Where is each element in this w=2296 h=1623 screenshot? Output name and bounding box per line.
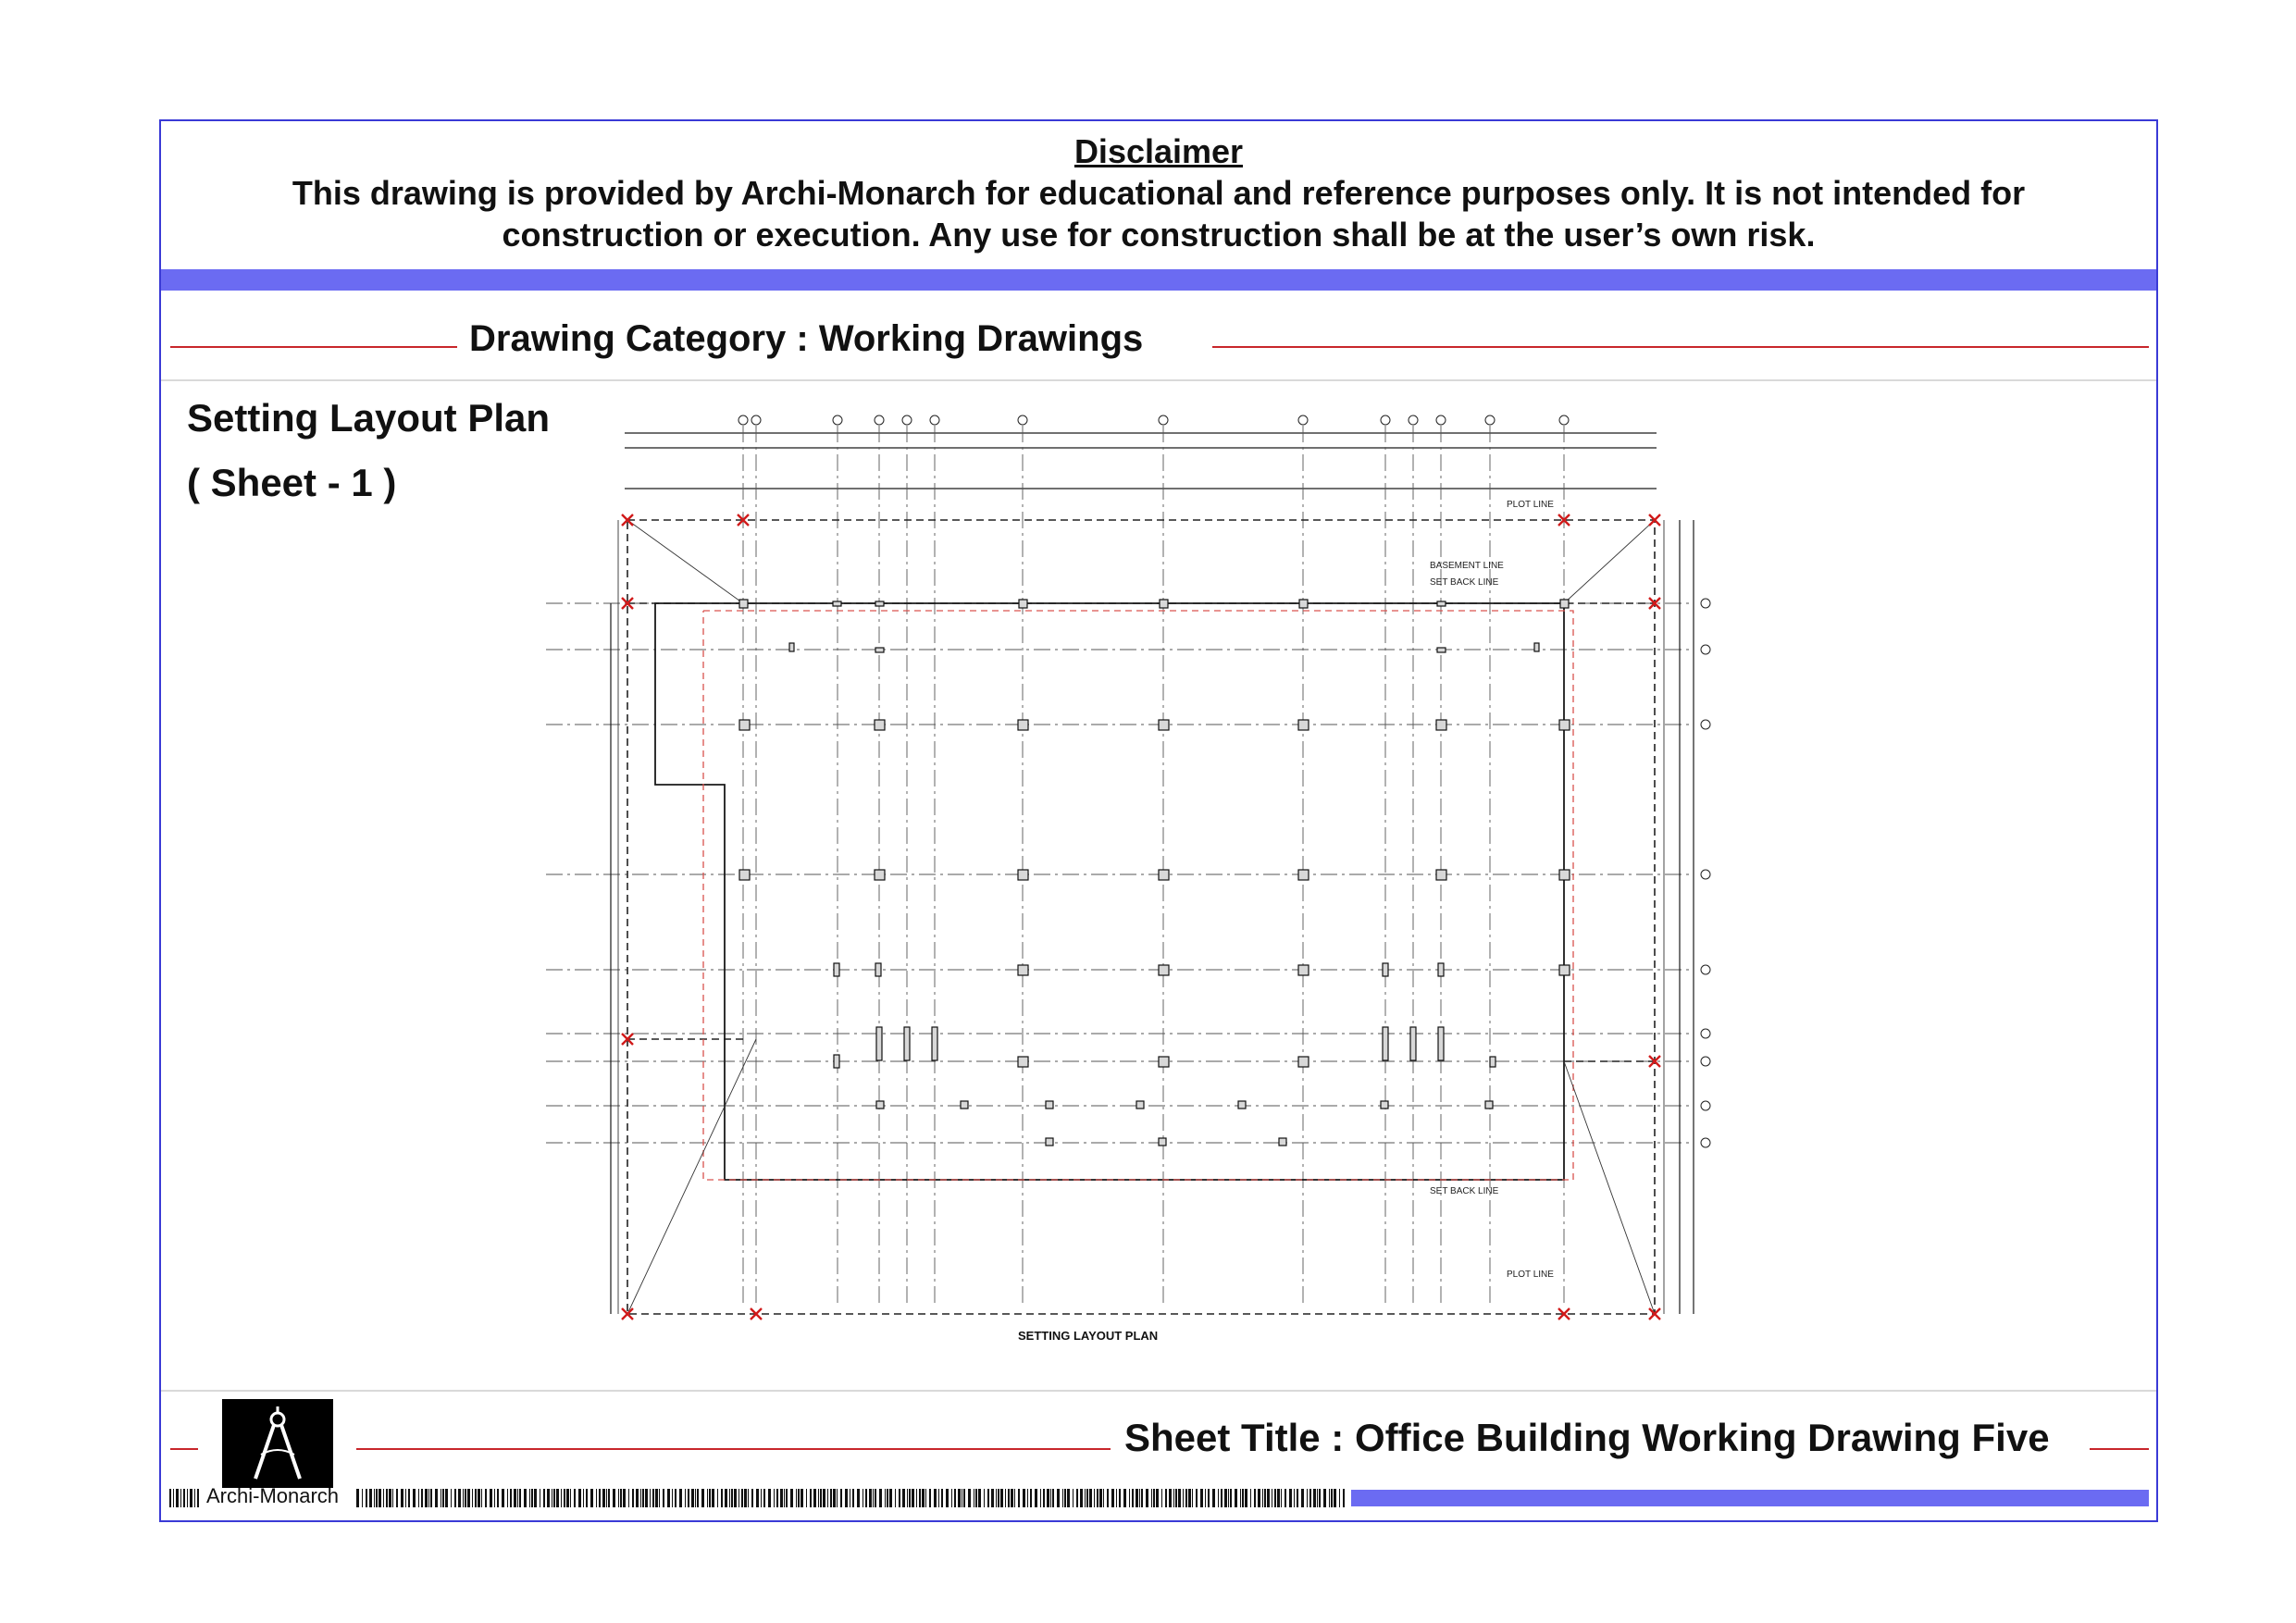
top-blue-band <box>161 269 2156 291</box>
basement-line-label: BASEMENT LINE <box>1430 561 1504 571</box>
plot-line-outline <box>627 520 1655 1314</box>
disclaimer-block <box>161 121 2156 269</box>
barcode-left <box>169 1489 201 1507</box>
plot-line-label-bottom: PLOT LINE <box>1507 1270 1554 1280</box>
barcode-strip <box>356 1489 1345 1507</box>
drawing-caption: SETTING LAYOUT PLAN <box>1018 1329 1159 1343</box>
sheet-title: Sheet Title : Office Building Working Drawing Five <box>1124 1416 2050 1459</box>
disclaimer-text: This drawing is provided by Archi-Monarch for educational and reference purposes only. It is not intended for construction or execution. Any use for construction shall be at the user’s own risk. <box>292 174 2026 254</box>
archi-monarch-logo <box>222 1399 333 1488</box>
set-back-line-label: SET BACK LINE <box>1430 577 1499 588</box>
setback-line <box>703 611 1573 1180</box>
column-grid <box>739 600 1570 1146</box>
footer-rule-left <box>170 1448 198 1450</box>
category-rule-left <box>170 346 457 348</box>
drawing-category-title: Drawing Category : Working Drawings <box>469 318 1144 359</box>
plot-line-label-top: PLOT LINE <box>1507 500 1554 510</box>
set-back-line-label-bottom: SET BACK LINE <box>1430 1186 1499 1196</box>
plan-subtitle: ( Sheet - 1 ) <box>187 461 397 504</box>
brand-caption: Archi-Monarch <box>206 1484 340 1507</box>
compass-icon <box>222 1399 333 1488</box>
footer-rule-right <box>2090 1448 2149 1450</box>
bottom-blue-band <box>1351 1490 2149 1506</box>
vertical-grid-lines <box>743 426 1564 1305</box>
horizontal-grid-lines <box>546 603 1694 1143</box>
footer-divider <box>161 1390 2156 1392</box>
category-divider <box>161 379 2156 381</box>
setting-layout-drawing <box>518 389 1758 1351</box>
building-outline <box>655 603 1564 1180</box>
corner-markers <box>622 514 1660 1319</box>
footer-rule-middle <box>356 1448 1111 1450</box>
plan-title: Setting Layout Plan <box>187 396 551 440</box>
category-rule-right <box>1212 346 2149 348</box>
disclaimer-title: Disclaimer <box>1074 132 1244 170</box>
